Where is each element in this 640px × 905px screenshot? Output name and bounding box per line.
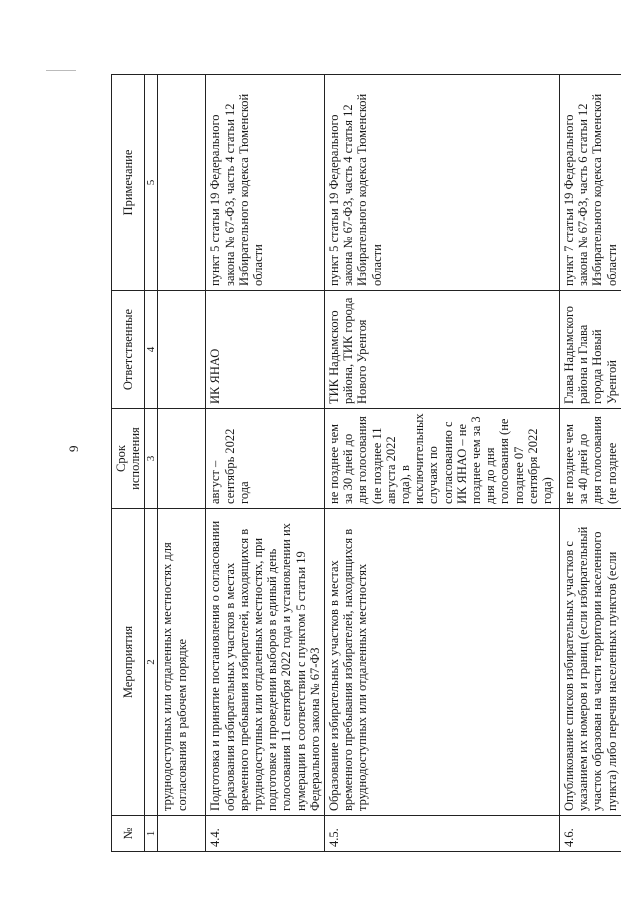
row-note: пункт 5 статьи 19 Федерального закона № 67-ФЗ, часть 4 статьи 12 Избирательного кодекса Тюменской области: [206, 75, 325, 291]
row-note: пункт 7 статьи 19 Федерального закона № 67-ФЗ, часть 6 статьи 12 Избирательного кодекса Тюменской области: [560, 75, 621, 291]
row-responsible: ИК ЯНАО: [206, 291, 325, 409]
row-no: 4.5.: [325, 816, 560, 852]
row-responsible: Глава Надымского района и Глава города Новый Уренгой: [560, 291, 621, 409]
column-number-row: [145, 75, 158, 852]
row-deadline: [158, 409, 206, 509]
column-number: 2: [145, 509, 158, 816]
row-event: Опубликование списков избирательных участков с указанием их номеров и границ (если избирательный участок образован на части территории населенного пункта) либо перечня населенных пунктов (если: [560, 509, 621, 816]
table-row: [325, 75, 560, 852]
row-responsible: [158, 291, 206, 409]
row-deadline: август – сентябрь 2022 года: [206, 409, 325, 509]
header-note: Примечание: [112, 75, 145, 291]
column-number: 3: [145, 409, 158, 509]
table-row: [560, 75, 621, 852]
row-no: 4.4.: [206, 816, 325, 852]
column-number: 4: [145, 291, 158, 409]
scan-mark: [46, 70, 76, 71]
page-number: 9: [66, 445, 81, 452]
row-deadline: не позднее чем за 40 дней до дня голосования (не позднее: [560, 409, 621, 509]
row-no: [158, 816, 206, 852]
column-number: 5: [145, 75, 158, 291]
header-no: №: [112, 816, 145, 852]
row-deadline: не позднее чем за 30 дней до дня голосования (не позднее 11 августа 2022 года), в исключительных случаях по согласованию с ИК ЯНАО – не позднее чем за 3 дня до дня голосования (не позднее 07 сентября 2022 года): [325, 409, 560, 509]
events-table-sheet: [111, 75, 619, 852]
row-event: труднодоступных или отдаленных местностях для согласования в рабочем порядке: [158, 509, 206, 816]
table-row: [158, 75, 206, 852]
row-event: Образование избирательных участков в местах временного пребывания избирателей, находящихся в труднодоступных или отдаленных местностях: [325, 509, 560, 816]
header-deadline: Срок исполнения: [112, 409, 145, 509]
row-note: пункт 5 статьи 19 Федерального закона № 67-ФЗ, часть 4 статья 12 Избирательного кодекса Тюменской области: [325, 75, 560, 291]
row-responsible: ТИК Надымского района, ТИК города Нового Уренгоя: [325, 291, 560, 409]
events-table: [111, 74, 621, 852]
column-number: 1: [145, 816, 158, 852]
header-responsible: Ответственные: [112, 291, 145, 409]
header-event: Мероприятия: [112, 509, 145, 816]
table-row: [206, 75, 325, 852]
header-row: [112, 75, 145, 852]
row-note: [158, 75, 206, 291]
row-event: Подготовка и принятие постановления о согласовании образования избирательных участков в местах временного пребывания избирателей, находящихся в труднодоступных или отдаленных местностях, при подготовке и проведении выборов в единый день голосования 11 сентября 2022 года и установлении их нумерации в соответствии с пунктом 5 статьи 19 Федерального закона № 67-ФЗ: [206, 509, 325, 816]
row-no: 4.6.: [560, 816, 621, 852]
